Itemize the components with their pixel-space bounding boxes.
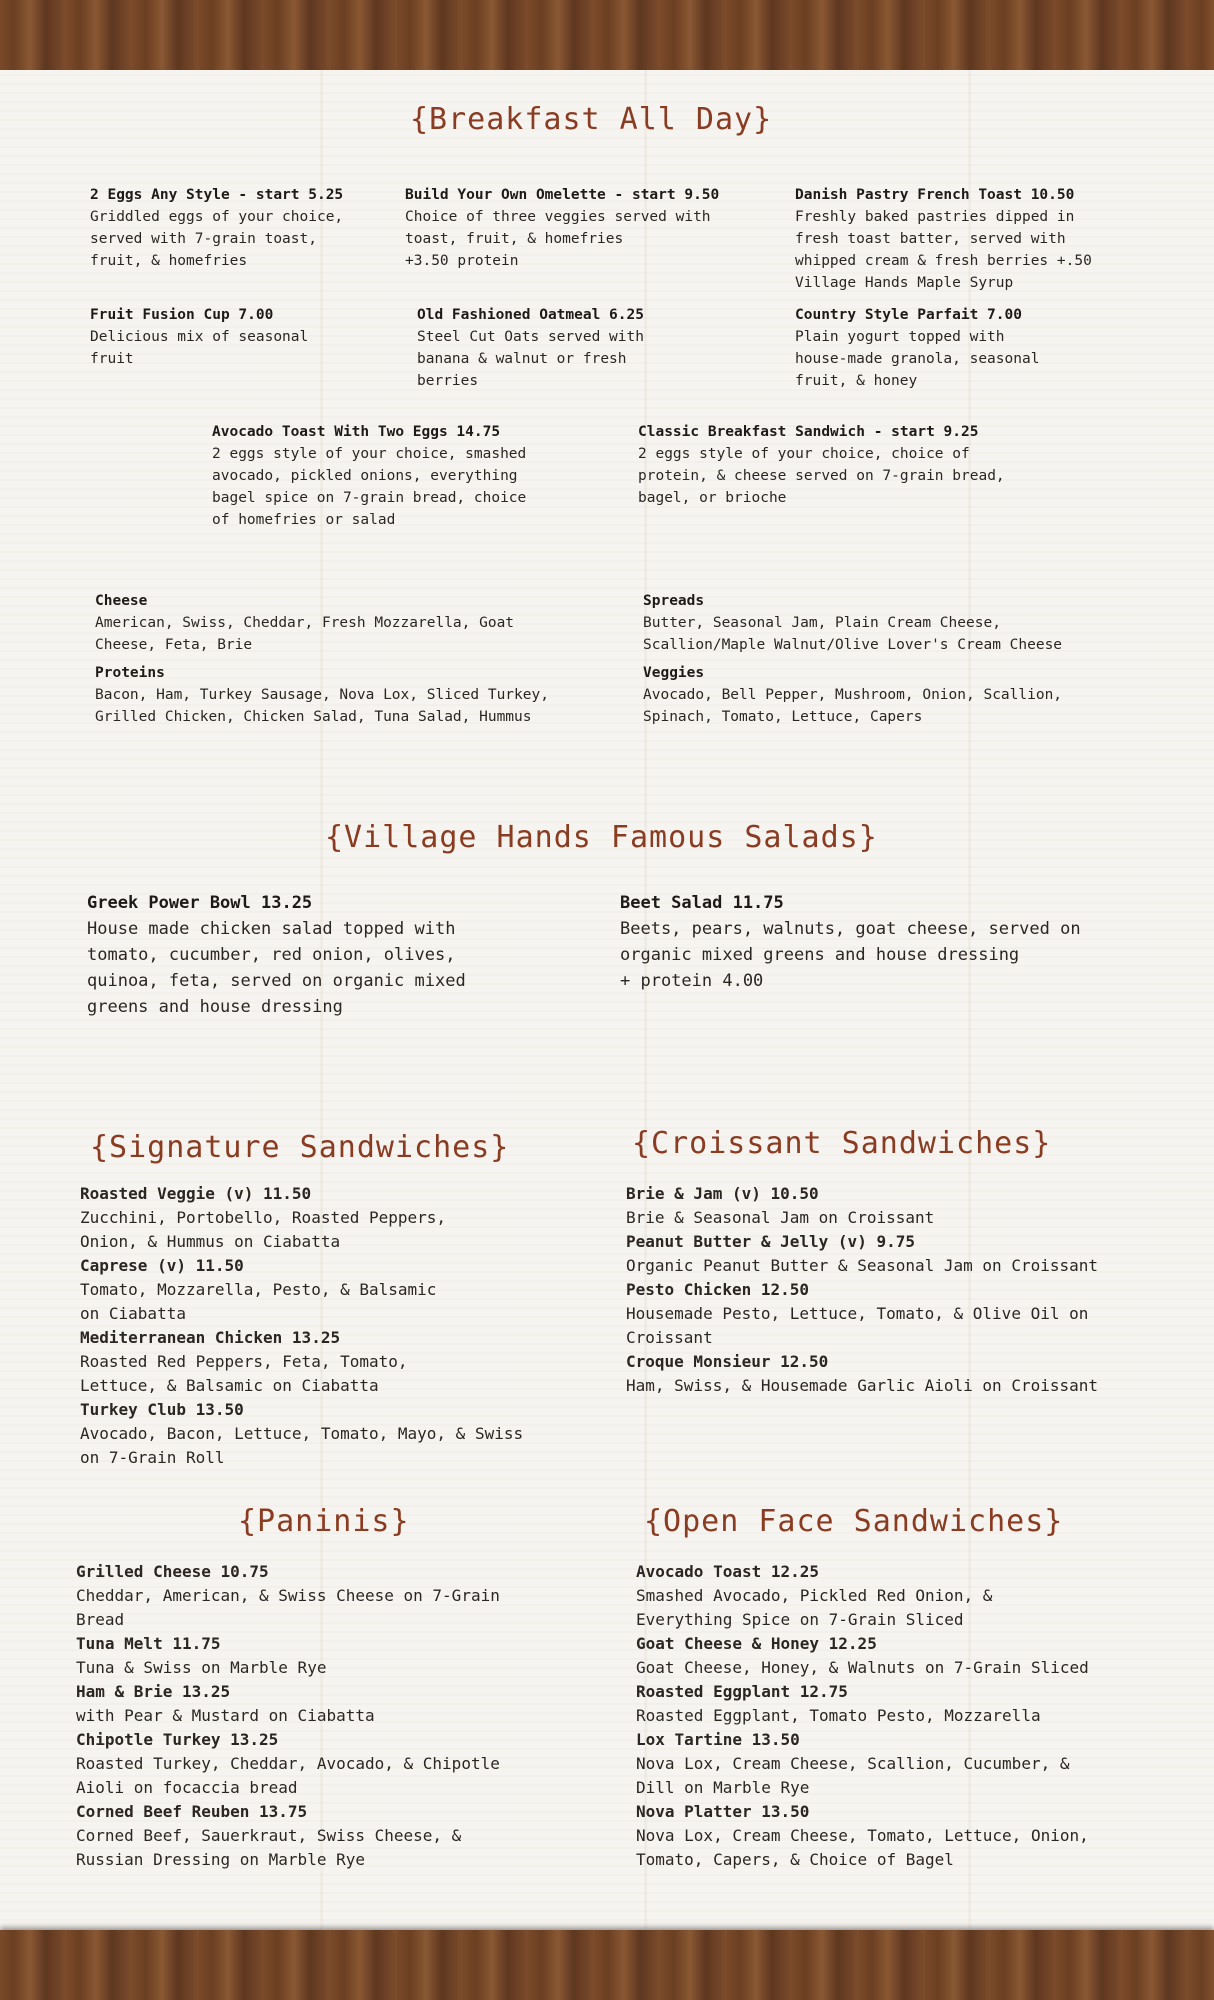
item-desc: whipped cream & fresh berries +.50 bbox=[795, 253, 1092, 269]
item-desc: Russian Dressing on Marble Rye bbox=[76, 1850, 365, 1869]
item-desc: +3.50 protein bbox=[405, 253, 519, 269]
item-desc: tomato, cucumber, red onion, olives, bbox=[87, 945, 456, 965]
option-desc: Grilled Chicken, Chicken Salad, Tuna Salad, Hummus bbox=[95, 709, 532, 725]
menu-item bbox=[212, 421, 612, 531]
item-name: Avocado Toast 12.25 bbox=[636, 1562, 820, 1581]
option-desc: American, Swiss, Cheddar, Fresh Mozzarella, Goat bbox=[95, 615, 515, 631]
croissant-list bbox=[626, 1182, 1098, 1398]
option-name: Spreads bbox=[643, 593, 705, 609]
item-name: Brie & Jam (v) 10.50 bbox=[626, 1184, 819, 1203]
item-desc: Ham, Swiss, & Housemade Garlic Aioli on Croissant bbox=[626, 1376, 1099, 1395]
item-desc: served with 7-grain toast, bbox=[90, 231, 317, 247]
item-desc: Griddled eggs of your choice, bbox=[90, 209, 344, 225]
item-desc: Nova Lox, Cream Cheese, Tomato, Lettuce, Onion, bbox=[636, 1826, 1089, 1845]
option-desc: Cheese, Feta, Brie bbox=[95, 637, 253, 653]
item-name: Nova Platter 13.50 bbox=[636, 1802, 810, 1821]
item-name: Pesto Chicken 12.50 bbox=[626, 1280, 810, 1299]
item-desc: Brie & Seasonal Jam on Croissant bbox=[626, 1208, 935, 1227]
item-desc: 2 eggs style of your choice, choice of bbox=[638, 446, 970, 462]
croissant-heading: {Croissant Sandwiches} bbox=[632, 1126, 1052, 1161]
item-desc: house-made granola, seasonal bbox=[795, 351, 1040, 367]
option-name: Veggies bbox=[643, 665, 705, 681]
item-name: Country Style Parfait 7.00 bbox=[795, 307, 1022, 323]
item-name: Corned Beef Reuben 13.75 bbox=[76, 1802, 308, 1821]
item-desc: fruit, & honey bbox=[795, 373, 918, 389]
item-name: Turkey Club 13.50 bbox=[80, 1400, 244, 1419]
item-name: Classic Breakfast Sandwich - start 9.25 bbox=[638, 424, 979, 440]
item-desc: organic mixed greens and house dressing bbox=[620, 945, 1020, 965]
menu-item bbox=[638, 421, 1098, 509]
option-group bbox=[95, 590, 655, 656]
item-name: Old Fashioned Oatmeal 6.25 bbox=[417, 307, 644, 323]
item-desc: Cheddar, American, & Swiss Cheese on 7-Grain bbox=[76, 1586, 500, 1605]
item-desc: Tomato, Capers, & Choice of Bagel bbox=[636, 1850, 954, 1869]
item-desc: Goat Cheese, Honey, & Walnuts on 7-Grain Sliced bbox=[636, 1658, 1089, 1677]
paninis-heading: {Paninis} bbox=[238, 1504, 410, 1539]
item-desc: Onion, & Hummus on Ciabatta bbox=[80, 1232, 341, 1251]
option-desc: Bacon, Ham, Turkey Sausage, Nova Lox, Sliced Turkey, bbox=[95, 687, 549, 703]
item-desc: Avocado, Bacon, Lettuce, Tomato, Mayo, & Swiss bbox=[80, 1424, 524, 1443]
item-desc: with Pear & Mustard on Ciabatta bbox=[76, 1706, 375, 1725]
item-name: 2 Eggs Any Style - start 5.25 bbox=[90, 187, 344, 203]
openface-heading: {Open Face Sandwiches} bbox=[644, 1504, 1064, 1539]
menu-item bbox=[87, 890, 567, 1020]
item-desc: bagel spice on 7-grain bread, choice bbox=[212, 490, 527, 506]
item-desc: Zucchini, Portobello, Roasted Peppers, bbox=[80, 1208, 447, 1227]
menu-item bbox=[90, 184, 400, 272]
item-desc: Housemade Pesto, Lettuce, Tomato, & Olive Oil on bbox=[626, 1304, 1089, 1323]
wood-frame-bottom bbox=[0, 1930, 1214, 2000]
item-name: Chipotle Turkey 13.25 bbox=[76, 1730, 279, 1749]
item-desc: of homefries or salad bbox=[212, 512, 396, 528]
item-name: Ham & Brie 13.25 bbox=[76, 1682, 231, 1701]
item-name: Roasted Eggplant 12.75 bbox=[636, 1682, 848, 1701]
item-desc: Roasted Turkey, Cheddar, Avocado, & Chipotle bbox=[76, 1754, 500, 1773]
signature-heading: {Signature Sandwiches} bbox=[90, 1130, 510, 1165]
item-desc: greens and house dressing bbox=[87, 997, 343, 1017]
item-desc: Choice of three veggies served with bbox=[405, 209, 711, 225]
item-desc: 2 eggs style of your choice, smashed bbox=[212, 446, 527, 462]
menu-item bbox=[405, 184, 785, 272]
item-desc: Delicious mix of seasonal bbox=[90, 329, 309, 345]
salads-heading: {Village Hands Famous Salads} bbox=[325, 820, 878, 855]
item-desc: House made chicken salad topped with bbox=[87, 919, 456, 939]
item-desc: protein, & cheese served on 7-grain bread, bbox=[638, 468, 1005, 484]
item-desc: Nova Lox, Cream Cheese, Scallion, Cucumber, & bbox=[636, 1754, 1070, 1773]
item-desc: fresh toast batter, served with bbox=[795, 231, 1066, 247]
item-name: Croque Monsieur 12.50 bbox=[626, 1352, 829, 1371]
item-desc: fruit bbox=[90, 351, 134, 367]
menu-item bbox=[620, 890, 1190, 994]
item-desc: Smashed Avocado, Pickled Red Onion, & bbox=[636, 1586, 993, 1605]
item-name: Beet Salad 11.75 bbox=[620, 893, 784, 913]
item-name: Goat Cheese & Honey 12.25 bbox=[636, 1634, 877, 1653]
menu-item bbox=[795, 184, 1175, 294]
item-desc: Village Hands Maple Syrup bbox=[795, 275, 1014, 291]
item-desc: Bread bbox=[76, 1610, 125, 1629]
item-name: Grilled Cheese 10.75 bbox=[76, 1562, 269, 1581]
item-name: Peanut Butter & Jelly (v) 9.75 bbox=[626, 1232, 915, 1251]
option-desc: Scallion/Maple Walnut/Olive Lover's Cream Cheese bbox=[643, 637, 1063, 653]
item-desc: Lettuce, & Balsamic on Ciabatta bbox=[80, 1376, 379, 1395]
item-desc: Croissant bbox=[626, 1328, 713, 1347]
item-desc: toast, fruit, & homefries bbox=[405, 231, 624, 247]
item-name: Build Your Own Omelette - start 9.50 bbox=[405, 187, 720, 203]
wood-frame-top bbox=[0, 0, 1214, 70]
item-desc: Steel Cut Oats served with bbox=[417, 329, 644, 345]
item-desc: berries bbox=[417, 373, 479, 389]
item-name: Danish Pastry French Toast 10.50 bbox=[795, 187, 1075, 203]
item-desc: Dill on Marble Rye bbox=[636, 1778, 810, 1797]
option-desc: Avocado, Bell Pepper, Mushroom, Onion, Scallion, bbox=[643, 687, 1063, 703]
item-name: Tuna Melt 11.75 bbox=[76, 1634, 221, 1653]
option-desc: Spinach, Tomato, Lettuce, Capers bbox=[643, 709, 923, 725]
item-desc: Organic Peanut Butter & Seasonal Jam on Croissant bbox=[626, 1256, 1099, 1275]
item-desc: avocado, pickled onions, everything bbox=[212, 468, 518, 484]
paninis-list bbox=[76, 1560, 500, 1872]
option-group bbox=[643, 662, 1183, 728]
openface-list bbox=[636, 1560, 1089, 1872]
option-name: Proteins bbox=[95, 665, 165, 681]
item-desc: Aioli on focaccia bread bbox=[76, 1778, 298, 1797]
item-desc: Freshly baked pastries dipped in bbox=[795, 209, 1075, 225]
item-desc: Beets, pears, walnuts, goat cheese, served on bbox=[620, 919, 1081, 939]
item-desc: Roasted Red Peppers, Feta, Tomato, bbox=[80, 1352, 408, 1371]
item-name: Caprese (v) 11.50 bbox=[80, 1256, 244, 1275]
signature-list bbox=[80, 1182, 523, 1470]
item-name: Greek Power Bowl 13.25 bbox=[87, 893, 313, 913]
menu-item bbox=[795, 304, 1135, 392]
item-name: Lox Tartine 13.50 bbox=[636, 1730, 800, 1749]
item-desc: Corned Beef, Sauerkraut, Swiss Cheese, & bbox=[76, 1826, 462, 1845]
option-group bbox=[643, 590, 1183, 656]
item-desc: on Ciabatta bbox=[80, 1304, 186, 1323]
item-desc: Roasted Eggplant, Tomato Pesto, Mozzarella bbox=[636, 1706, 1041, 1725]
item-desc: bagel, or brioche bbox=[638, 490, 787, 506]
item-desc: Everything Spice on 7-Grain Sliced bbox=[636, 1610, 964, 1629]
option-desc: Butter, Seasonal Jam, Plain Cream Cheese, bbox=[643, 615, 1001, 631]
item-desc: on 7-Grain Roll bbox=[80, 1448, 225, 1467]
menu-item bbox=[417, 304, 737, 392]
item-name: Avocado Toast With Two Eggs 14.75 bbox=[212, 424, 501, 440]
item-desc: Tuna & Swiss on Marble Rye bbox=[76, 1658, 327, 1677]
item-name: Mediterranean Chicken 13.25 bbox=[80, 1328, 341, 1347]
breakfast-heading: {Breakfast All Day} bbox=[410, 102, 773, 137]
item-desc: + protein 4.00 bbox=[620, 971, 764, 991]
menu-item bbox=[90, 304, 390, 370]
item-desc: fruit, & homefries bbox=[90, 253, 248, 269]
item-name: Fruit Fusion Cup 7.00 bbox=[90, 307, 274, 323]
item-desc: banana & walnut or fresh bbox=[417, 351, 627, 367]
item-desc: Tomato, Mozzarella, Pesto, & Balsamic bbox=[80, 1280, 437, 1299]
option-group bbox=[95, 662, 655, 728]
item-name: Roasted Veggie (v) 11.50 bbox=[80, 1184, 312, 1203]
item-desc: quinoa, feta, served on organic mixed bbox=[87, 971, 466, 991]
item-desc: Plain yogurt topped with bbox=[795, 329, 1005, 345]
option-name: Cheese bbox=[95, 593, 148, 609]
